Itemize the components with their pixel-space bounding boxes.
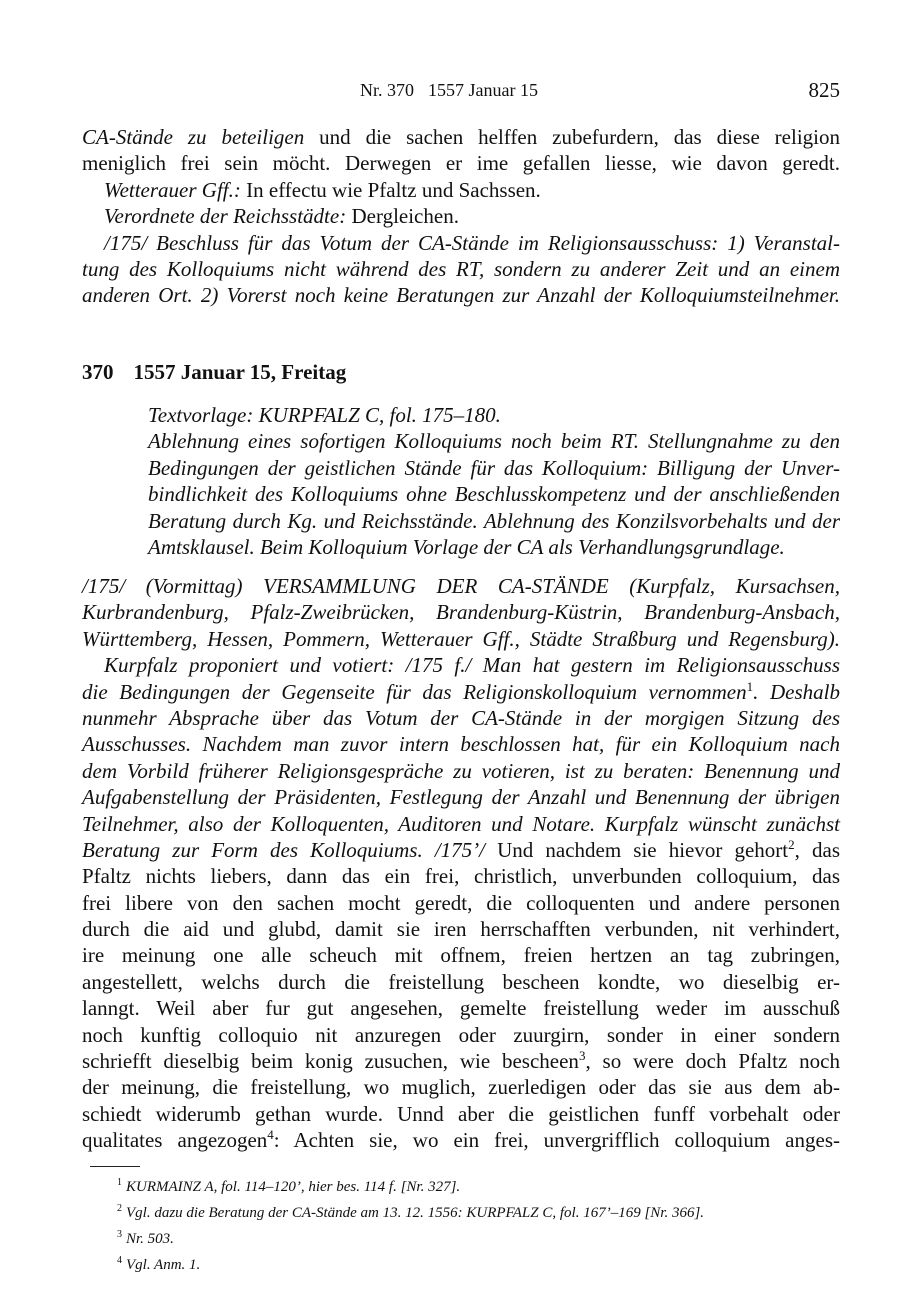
footnote-number: 3	[117, 1229, 122, 1240]
text-run: Beratung durch Kg. und Reichsstände. Ablehnung des Konzilsvorbehalts und der	[148, 508, 840, 533]
text-run: und die sachen helffen zubefurdern, das diese religion	[304, 125, 840, 149]
footnote	[117, 1250, 704, 1276]
text-run: Beratung zur Form des Kolloquiums. /175’/	[82, 837, 485, 862]
footnote-text: Nr. 503.	[126, 1231, 174, 1247]
text-line	[82, 758, 840, 784]
footnote-number: 4	[117, 1255, 122, 1266]
text-line	[82, 969, 840, 995]
text-line	[82, 1101, 840, 1127]
text-line	[148, 402, 840, 428]
text-line	[82, 863, 840, 889]
text-run: Dergleichen.	[346, 204, 459, 229]
footnote-text: Vgl. dazu die Beratung der CA-Stände am 13. 12. 1556: KURPFALZ C, fol. 167’–169 [Nr. 366].	[126, 1205, 705, 1221]
text-run: durch die aid und glubd, damit sie iren herrschafften verbunden, nit verhindert,	[82, 917, 840, 942]
text-line	[82, 1048, 840, 1074]
text-run: , so were doch Pfaltz noch	[585, 1049, 840, 1074]
text-run: Württemberg, Hessen, Pommern, Wetterauer Gff., Städte Straßburg und Regensburg).	[82, 626, 840, 651]
text-run: Kurbrandenburg, Pfalz-Zweibrücken, Brandenburg-Küstrin, Brandenburg-Ansbach,	[82, 600, 840, 625]
footnote	[117, 1198, 704, 1224]
text-line	[82, 890, 840, 916]
text-line	[82, 203, 840, 229]
text-run: frei libere von den sachen mocht geredt, die colloquenten und andere personen	[82, 890, 840, 915]
footnote	[117, 1172, 704, 1198]
text-run: meniglich frei sein möcht. Derwegen er ime gefallen liesse, wie davon geredt.	[82, 151, 840, 176]
continued-paragraphs	[82, 124, 840, 309]
text-line	[82, 1022, 840, 1048]
text-line	[82, 731, 840, 757]
text-run: lanngt. Weil aber fur gut angesehen, gemelte freistellung weder im ausschuß	[82, 996, 840, 1021]
text-line	[82, 705, 840, 731]
text-run: Bedingungen der geistlichen Stände für das Kolloquium: Billigung der Unver-	[148, 455, 840, 480]
footnote-text: Vgl. Anm. 1.	[126, 1257, 201, 1273]
text-line	[148, 428, 840, 454]
text-line	[148, 508, 840, 534]
text-line	[82, 1127, 840, 1153]
running-title	[360, 80, 552, 101]
text-run: CA-Stände zu beteiligen	[82, 125, 305, 149]
text-run: bindlichkeit des Kolloquiums ohne Beschlusskompetenz und der anschließenden	[148, 482, 840, 507]
text-line	[82, 837, 840, 863]
text-line	[82, 282, 840, 308]
text-run: Kurpfalz proponiert und votiert: /175 f./ Man hat gestern im Religionsausschuss	[104, 653, 840, 678]
text-run: Amtsklausel. Beim Kolloquium Vorlage der CA als Verhandlungsgrundlage.	[148, 534, 785, 559]
text-line	[82, 652, 840, 678]
footnote-text: KURMAINZ A, fol. 114–120’, hier bes. 114 f. [Nr. 327].	[126, 1179, 461, 1195]
text-run: der meinung, die freistellung, wo muglich, zuerledigen oder das sie aus dem ab-	[82, 1075, 840, 1100]
text-line	[148, 481, 840, 507]
footnote-reference: 3	[578, 1048, 586, 1064]
footnote-divider	[90, 1166, 140, 1167]
text-run: Ausschusses. Nachdem man zuvor intern beschlossen hat, für ein Kolloquium nach	[82, 732, 840, 757]
text-run: Verordnete der Reichsstädte:	[104, 204, 347, 229]
footnotes	[117, 1172, 704, 1276]
footnote-reference: 1	[746, 678, 754, 694]
footnote-reference: 2	[788, 836, 795, 852]
footnote-number: 1	[117, 1177, 122, 1188]
footnote-number: 2	[117, 1203, 122, 1214]
text-line	[82, 599, 840, 625]
document-body	[82, 573, 840, 1154]
text-run: qualitates angezogen	[82, 1128, 268, 1153]
text-line	[82, 230, 840, 256]
text-line	[82, 916, 840, 942]
text-run: /175/ (Vormittag) VERSAMMLUNG DER CA-STÄNDE (Kurpfalz, Kursachsen,	[82, 574, 840, 598]
document-heading-number: 370	[82, 360, 114, 384]
text-run: angestellett, welchs durch die freistellung bescheen kondte, wo dieselbig er-	[82, 969, 840, 994]
text-run: nunmehr Absprache über das Votum der CA-Stände in der morgigen Sitzung des	[82, 705, 840, 730]
text-run: : Achten sie, wo ein frei, unvergrifflich colloquium anges-	[273, 1128, 840, 1153]
text-run: /175/ Beschluss für das Votum der CA-Stände im Religionsausschuss: 1) Veranstal-	[104, 230, 840, 255]
text-line	[82, 256, 840, 282]
text-run: Wetterauer Gff.:	[104, 177, 241, 202]
document-heading-title: 1557 Januar 15, Freitag	[133, 360, 347, 384]
text-line	[82, 942, 840, 968]
footnote-reference: 4	[267, 1127, 274, 1143]
text-line	[82, 573, 840, 599]
document-heading	[82, 360, 346, 385]
footnote	[117, 1224, 704, 1250]
text-line	[82, 679, 840, 705]
text-line	[148, 534, 840, 560]
text-line	[82, 811, 840, 837]
document-number: Nr. 370	[360, 80, 414, 100]
text-run: In effectu wie Pfaltz und Sachssen.	[240, 177, 541, 202]
text-line	[82, 626, 840, 652]
text-line	[82, 177, 840, 203]
text-line	[82, 995, 840, 1021]
text-run: anderen Ort. 2) Vorerst noch keine Beratungen zur Anzahl der Kolloquiumsteilnehmer.	[82, 283, 840, 308]
text-run: Und nachdem sie hievor gehort	[484, 837, 789, 862]
text-line	[82, 124, 840, 150]
text-run: noch kunftig colloquio nit anzuregen oder zuurgirn, sonder in einer sondern	[82, 1022, 840, 1047]
text-run: , das	[794, 837, 840, 862]
text-run: ire meinung one alle scheuch mit offnem, freien hertzen an tag zubringen,	[82, 943, 840, 968]
text-line	[82, 1074, 840, 1100]
running-header	[82, 80, 840, 106]
text-run: schiedt widerumb gethan wurde. Unnd aber die geistlichen funff vorbehalt oder	[82, 1101, 840, 1126]
text-line	[148, 455, 840, 481]
text-run: Textvorlage: KURPFALZ C, fol. 175–180.	[148, 403, 501, 427]
document-date: 1557 Januar 15	[428, 80, 538, 100]
document-summary	[148, 402, 840, 560]
text-line	[82, 784, 840, 810]
text-run: tung des Kolloquiums nicht während des RT, sondern zu anderer Zeit und an einem	[82, 256, 840, 281]
text-run: die Bedingungen der Gegenseite für das Religionskolloquium vernommen	[82, 679, 747, 704]
text-run: . Deshalb	[753, 679, 840, 704]
text-line	[82, 150, 840, 176]
text-run: Pfaltz nichts liebers, dann das ein frei, christlich, unverbunden colloquium, das	[82, 864, 840, 889]
text-run: Aufgabenstellung der Präsidenten, Festlegung der Anzahl und Benennung der übrigen	[82, 785, 840, 810]
text-run: Ablehnung eines sofortigen Kolloquiums noch beim RT. Stellungnahme zu den	[148, 429, 840, 454]
text-run: dem Vorbild früherer Religionsgespräche zu votieren, ist zu beraten: Benennung und	[82, 758, 840, 783]
text-run: Teilnehmer, also der Kolloquenten, Auditoren und Notare. Kurpfalz wünscht zunächst	[82, 811, 840, 836]
text-run: schriefft dieselbig beim konig zusuchen, wie bescheen	[82, 1049, 579, 1074]
page-number: 825	[808, 78, 840, 102]
